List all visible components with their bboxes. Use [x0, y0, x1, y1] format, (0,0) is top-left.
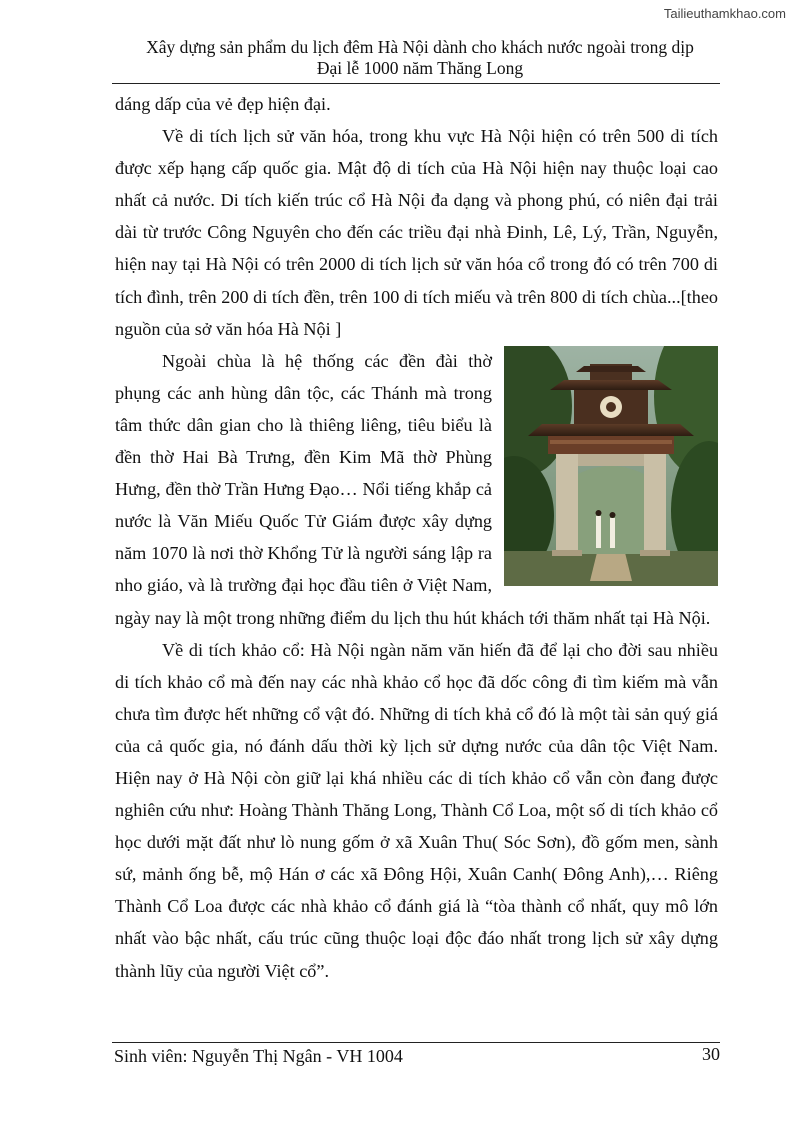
- header-divider: [112, 83, 720, 84]
- paragraph-1: dáng dấp của vẻ đẹp hiện đại.: [115, 94, 331, 114]
- watermark: Tailieuthamkhao.com: [663, 6, 786, 21]
- page-number: 30: [702, 1044, 720, 1064]
- footer-divider: [112, 1042, 720, 1043]
- footer-student-info: Sinh viên: Nguyễn Thị Ngân - VH 1004: [114, 1046, 403, 1066]
- header-line-2: Đại lễ 1000 năm Thăng Long: [316, 58, 524, 78]
- temple-gate-photo: [504, 346, 718, 586]
- paragraph-2: Về di tích lịch sử văn hóa, trong khu vực Hà Nội hiện có trên 500 di tích được xếp hạng cấp quốc gia. Mật độ di tích của Hà Nội hiện nay thuộc loại cao nhất cả nước. Di tích kiến trúc cổ Hà Nội đa dạng và phong phú, có niên đại trải dài từ trước Công Nguyên cho đến các triều đại nhà Đinh, Lê, Lý, Trần, Nguyễn, hiện nay tại Hà Nội có trên 2000 di tích lịch sử văn hóa cổ trong đó có trên 700 di tích đình, trên 200 di tích đền, trên 100 di tích miếu và trên 800 di tích chùa...[theo nguồn của sở văn hóa Hà Nội ]: [115, 126, 718, 339]
- paragraph-4: Về di tích khảo cổ: Hà Nội ngàn năm văn hiến đã để lại cho đời sau nhiều di tích khảo cổ mà đến nay các nhà khảo cổ học đã dốc công đi tìm kiếm mà vẫn chưa tìm được hết những cổ vật đó. Những di tích khả cổ đó là một tài sản quý giá của cả quốc gia, nó đánh dấu thời kỳ lịch sử dựng nước của dân tộc Việt Nam. Hiện nay ở Hà Nội còn giữ lại khá nhiều các di tích khảo cổ vẫn còn đang được nghiên cứu như: Hoàng Thành Thăng Long, Thành Cổ Loa, một số di tích khảo cổ học dưới mặt đất như lò nung gốm ở xã Xuân Thu( Sóc Sơn), đồ gốm men, sành sứ, mảnh ống bễ, mộ Hán ơ các xã Đông Hội, Xuân Canh( Đông Anh),… Riêng Thành Cổ Loa được các nhà khảo cổ đánh giá là “tòa thành cổ nhất, quy mô lớn nhất vào bậc nhất, cấu trúc cũng thuộc loại độc đáo nhất trong lịch sử xây dựng thành lũy của người Việt cổ”.: [115, 639, 718, 981]
- running-header: [100, 37, 740, 79]
- paragraph-3: Ngoài chùa là hệ thống các đền đài thờ phụng các anh hùng dân tộc, các Thánh mà trong tâm thức dân gian cho là thiêng liêng, tiêu biểu là đền thờ Hai Bà Trưng, đền Kim Mã thờ Phùng Hưng, đền thờ Trần Hưng Đạo… Nổi tiếng khắp cả nước là Văn Miếu Quốc Tử Giám được xây dựng năm 1070 là nơi thờ Khổng Tử là người sáng lập ra nho giáo, và là trường đại học đầu tiên ở Việt Nam, ngày nay là một trong những điểm du lịch thu hút khách tới thăm nhất tại Hà Nội.: [115, 350, 711, 628]
- page-body: [115, 88, 718, 987]
- header-line-1: Xây dựng sản phẩm du lịch đêm Hà Nội dành cho khách nước ngoài trong dịp: [146, 37, 694, 57]
